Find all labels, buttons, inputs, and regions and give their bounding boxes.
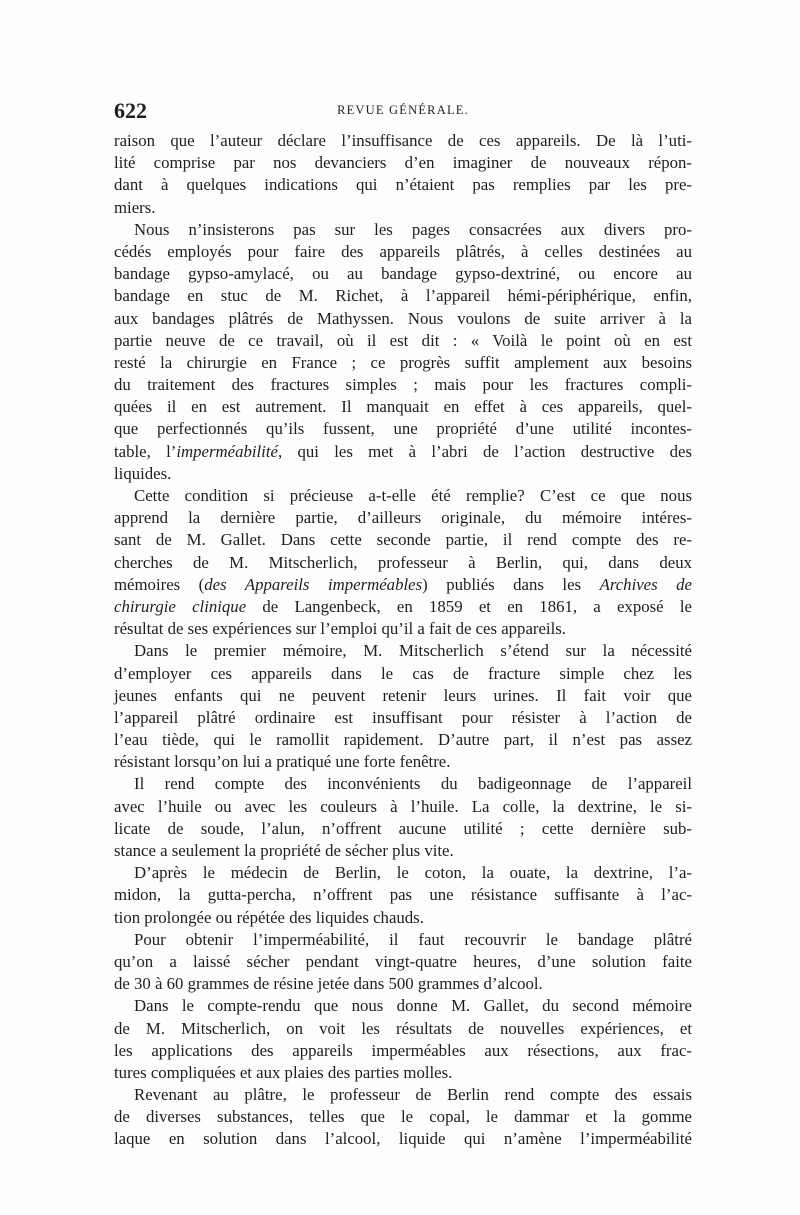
- text-line: [114, 152, 692, 174]
- text-segment: résultat de ses expériences sur l’emploi qu’il a fait de ces appareils.: [114, 619, 566, 639]
- text-segment: qu’on a laissé sécher pendant vingt-quatre heures, d’une solution faite: [114, 951, 692, 971]
- text-segment: bandage en stuc de M. Richet, à l’appareil hémi-périphérique, enfin,: [114, 286, 692, 306]
- text-line: [114, 507, 692, 529]
- text-segment: avec l’huile ou avec les couleurs à l’huile. La colle, la dextrine, le si-: [114, 796, 692, 816]
- text-segment: d’employer ces appareils dans le cas de fracture simple chez les: [114, 663, 692, 683]
- text-line: [114, 884, 692, 906]
- text-line: [114, 418, 692, 440]
- body-text: [114, 130, 692, 1151]
- text-segment: resté la chirurgie en France ; ce progrès suffit amplement aux besoins: [114, 352, 692, 372]
- text-segment: stance a seulement la propriété de sécher plus vite.: [114, 841, 454, 860]
- text-line: [114, 707, 692, 729]
- text-line: [114, 174, 692, 196]
- text-segment: ) publiés dans les: [422, 574, 600, 594]
- text-segment: midon, la gutta-percha, n’offrent pas une résistance suffisante à l’ac-: [114, 885, 692, 905]
- text-line: [114, 862, 692, 884]
- text-segment: sant de M. Gallet. Dans cette seconde partie, il rend compte des re-: [114, 530, 692, 550]
- text-line: [114, 773, 692, 795]
- text-line: [114, 396, 692, 418]
- text-line: [114, 951, 692, 973]
- text-line: [114, 618, 692, 640]
- text-segment: de 30 à 60 grammes de résine jetée dans 500 grammes d’alcool.: [114, 974, 543, 994]
- text-segment: laque en solution dans l’alcool, liquide qui n’amène l’imperméabilité: [114, 1129, 692, 1149]
- text-line: [114, 529, 692, 551]
- text-segment: tion prolongée ou répétée des liquides chauds.: [114, 907, 424, 927]
- text-segment: aux bandages plâtrés de Mathyssen. Nous voulons de suite arriver à la: [114, 308, 692, 328]
- text-line: [114, 729, 692, 751]
- text-line: [114, 929, 692, 951]
- text-line: [114, 485, 692, 507]
- text-segment: table, l’: [114, 441, 177, 461]
- text-segment: cherches de M. Mitscherlich, professeur à Berlin, qui, dans deux: [114, 552, 692, 572]
- italic-text: Archives de: [599, 574, 693, 594]
- text-segment: tures compliquées et aux plaies des parties molles.: [114, 1062, 453, 1082]
- text-line: [114, 219, 692, 241]
- page-header: [114, 98, 692, 124]
- text-line: [114, 463, 692, 485]
- text-line: [114, 596, 692, 618]
- text-segment: de M. Mitscherlich, on voit les résultats de nouvelles expériences, et: [114, 1018, 692, 1038]
- text-segment: les applications des appareils imperméables aux résections, aux frac-: [114, 1040, 692, 1060]
- text-line: [114, 441, 692, 463]
- text-line: [114, 818, 692, 840]
- text-segment: miers.: [114, 197, 156, 217]
- text-line: [114, 330, 692, 352]
- text-segment: bandage gypso-amylacé, ou au bandage gypso-dextriné, ou encore au: [114, 264, 692, 284]
- text-segment: raison que l’auteur déclare l’insuffisance de ces appareils. De là l’uti-: [114, 131, 692, 150]
- text-line: [114, 1128, 692, 1150]
- italic-text: des Appareils imperméables: [204, 574, 423, 594]
- text-segment: l’appareil plâtré ordinaire est insuffisant pour résister à l’action de: [114, 707, 692, 727]
- text-segment: Il rend compte des inconvénients du badigeonnage de l’appareil: [134, 774, 692, 794]
- text-segment: Cette condition si précieuse a-t-elle été remplie? C’est ce que nous: [134, 486, 692, 505]
- text-line: [114, 751, 692, 773]
- text-line: [114, 663, 692, 685]
- text-segment: Nous n’insisterons pas sur les pages consacrées aux divers pro-: [134, 219, 692, 239]
- text-segment: résistant lorsqu’on lui a pratiqué une forte fenêtre.: [114, 752, 451, 772]
- text-line: [114, 1040, 692, 1062]
- text-segment: lité comprise par nos devanciers d’en imaginer de nouveaux répon-: [114, 153, 692, 173]
- text-segment: de Langenbeck, en 1859 et en 1861, a exposé le: [246, 596, 692, 616]
- text-segment: que perfectionnés qu’ils fussent, une propriété d’une utilité incontes-: [114, 419, 692, 439]
- text-segment: Dans le compte-rendu que nous donne M. Gallet, du second mémoire: [134, 996, 692, 1016]
- text-line: [114, 574, 692, 596]
- text-segment: mémoires (: [114, 574, 205, 594]
- text-line: [114, 973, 692, 995]
- text-segment: dant à quelques indications qui n’étaient pas remplies par les pre-: [114, 175, 692, 195]
- text-segment: quées il en est autrement. Il manquait en effet à ces appareils, quel-: [114, 397, 692, 417]
- text-line: [114, 308, 692, 330]
- text-segment: , qui les met à l’abri de l’action destructive des: [277, 441, 692, 461]
- text-line: [114, 907, 692, 929]
- text-segment: Revenant au plâtre, le professeur de Berlin rend compte des essais: [134, 1085, 692, 1105]
- text-segment: partie neuve de ce travail, où il est dit : « Voilà le point où en est: [114, 330, 692, 350]
- text-line: [114, 374, 692, 396]
- text-line: [114, 130, 692, 152]
- text-segment: cédés employés pour faire des appareils plâtrés, à celles destinées au: [114, 241, 692, 261]
- page-number: 622: [114, 98, 147, 123]
- text-segment: l’eau tiède, qui le ramollit rapidement. D’autre part, il n’est pas assez: [114, 730, 692, 750]
- text-segment: Pour obtenir l’imperméabilité, il faut recouvrir le bandage plâtré: [134, 929, 692, 949]
- text-segment: liquides.: [114, 463, 172, 483]
- italic-text: chirurgie clinique: [114, 596, 247, 616]
- text-line: [114, 640, 692, 662]
- text-segment: apprend la dernière partie, d’ailleurs originale, du mémoire intéres-: [114, 508, 692, 528]
- text-line: [114, 241, 692, 263]
- text-line: [114, 685, 692, 707]
- text-line: [114, 840, 692, 862]
- italic-text: imperméabilité: [176, 441, 278, 461]
- text-line: [114, 352, 692, 374]
- document-page: [114, 98, 692, 1151]
- text-line: [114, 552, 692, 574]
- text-line: [114, 263, 692, 285]
- text-line: [114, 1062, 692, 1084]
- text-segment: Dans le premier mémoire, M. Mitscherlich s’étend sur la nécessité: [134, 641, 692, 661]
- text-segment: D’après le médecin de Berlin, le coton, la ouate, la dextrine, l’a-: [134, 863, 692, 883]
- text-line: [114, 796, 692, 818]
- text-segment: du traitement des fractures simples ; mais pour les fractures compli-: [114, 375, 692, 395]
- text-line: [114, 995, 692, 1017]
- text-line: [114, 285, 692, 307]
- text-line: [114, 1084, 692, 1106]
- text-segment: jeunes enfants qui ne peuvent retenir leurs urines. Il fait voir que: [114, 685, 692, 705]
- text-line: [114, 197, 692, 219]
- running-title: REVUE GÉNÉRALE.: [337, 103, 469, 117]
- text-segment: licate de soude, l’alun, n’offrent aucune utilité ; cette dernière sub-: [114, 818, 692, 838]
- text-line: [114, 1106, 692, 1128]
- text-segment: de diverses substances, telles que le copal, le dammar et la gomme: [114, 1107, 692, 1127]
- text-line: [114, 1018, 692, 1040]
